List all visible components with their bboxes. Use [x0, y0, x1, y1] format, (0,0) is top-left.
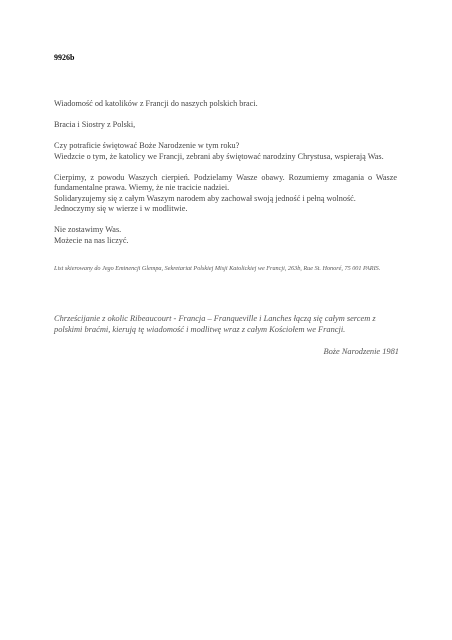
address-footnote: List skierowany do Jego Eminencji Glempa, Sekretariat Polskiej Misji Katolickiej we Francji, 263b, Rue St. Honoré, 75 001 PARIS.	[54, 265, 381, 272]
letter-date: Boże Narodzenie 1981	[323, 347, 399, 356]
paragraph-line: Cierpimy, z powodu Waszych cierpień. Podzielamy Wasze obawy. Rozumiemy zmagania o Wasze fundamentalne prawa. Wiemy, że nie tracicie nadziei.	[54, 172, 397, 192]
closing-greeting: Chrześcijanie z okolic Ribeaucourt - Francja – Franqueville i Lanches łączą się całym sercem z polskimi braćmi, kierują tę wiadomość i modlitwę wraz z całym Kościołem we Francji.	[54, 314, 376, 334]
paragraph-line: Solidaryzujemy się z całym Waszym narodem aby zachował swoją jedność i pełną wolność.	[54, 193, 356, 203]
letter-heading: Wiadomość od katolików z Francji do naszych polskich braci.	[54, 99, 258, 108]
paragraph-line: Jednoczymy się w wierze i w modlitwie.	[54, 204, 188, 213]
paragraph-line: Wiedzcie o tym, że katolicy we Francji, zebrani aby świętować narodziny Chrystusa, wspierają Was.	[54, 151, 384, 161]
letter-body	[54, 99, 397, 246]
document-id: 9926b	[54, 53, 75, 62]
paragraph-line: Nie zostawimy Was.	[54, 225, 122, 234]
salutation: Bracia i Siostry z Polski,	[54, 120, 136, 129]
paragraph-line: Możecie na nas liczyć.	[54, 235, 129, 245]
paragraph-line: Czy potraficie świętować Boże Narodzenie w tym roku?	[54, 141, 240, 150]
